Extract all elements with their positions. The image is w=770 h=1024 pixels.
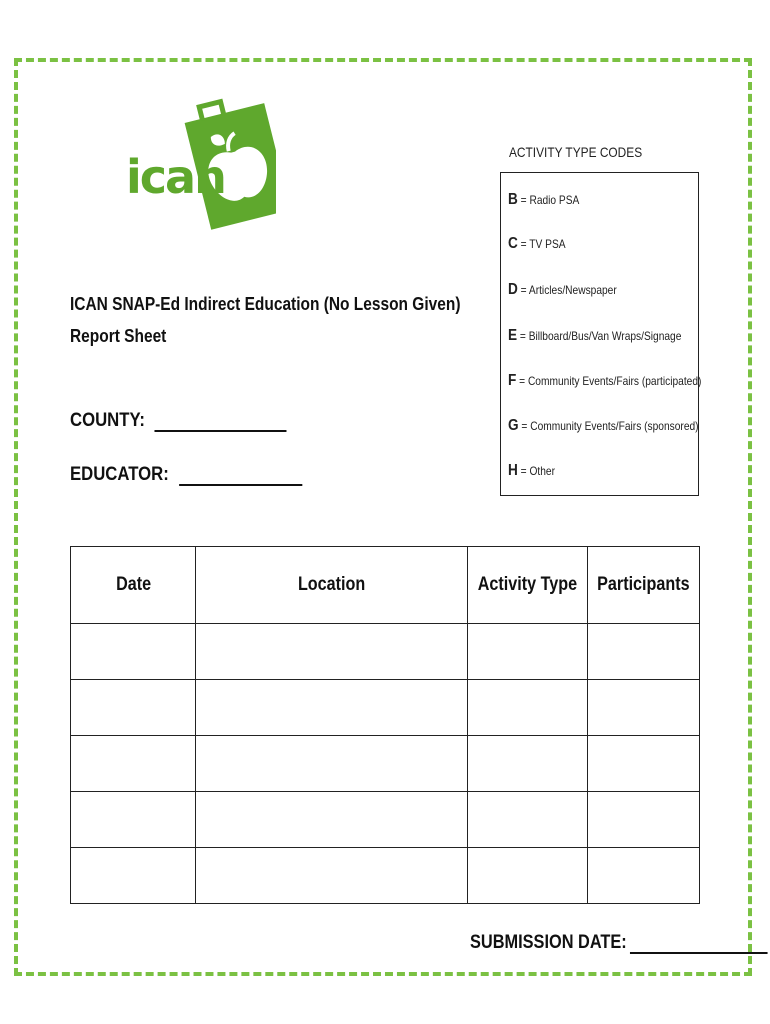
cell-activity-type[interactable] — [468, 680, 588, 736]
cell-participants[interactable] — [588, 624, 700, 680]
title-line-1: ICAN SNAP-Ed Indirect Education (No Lesson Given) — [70, 294, 461, 314]
cell-activity-type[interactable] — [468, 792, 588, 848]
table-row — [71, 848, 700, 904]
submission-date-label: SUBMISSION DATE: — [470, 932, 627, 953]
header-activity-type: Activity Type — [468, 547, 588, 624]
cell-location[interactable] — [196, 736, 468, 792]
cell-activity-type[interactable] — [468, 848, 588, 904]
title-line-2: Report Sheet — [70, 326, 167, 346]
table-row — [71, 736, 700, 792]
header-date: Date — [71, 547, 196, 624]
code-row-c: C = TV PSA — [508, 235, 566, 252]
code-row-f: F = Community Events/Fairs (participated) — [508, 372, 702, 389]
code-row-b: B = Radio PSA — [508, 191, 580, 208]
report-table — [70, 546, 700, 904]
cell-participants[interactable] — [588, 736, 700, 792]
code-row-d: D = Articles/Newspaper — [508, 281, 617, 298]
cell-date[interactable] — [71, 736, 196, 792]
header-location: Location — [196, 547, 468, 624]
table-row — [71, 680, 700, 736]
cell-date[interactable] — [71, 680, 196, 736]
cell-location[interactable] — [196, 680, 468, 736]
county-field — [70, 410, 287, 432]
cell-participants[interactable] — [588, 792, 700, 848]
cell-date[interactable] — [71, 624, 196, 680]
logo-wordmark: ican — [126, 150, 225, 204]
activity-codes-title: ACTIVITY TYPE CODES — [509, 144, 643, 160]
cell-location[interactable] — [196, 848, 468, 904]
county-label: COUNTY: — [70, 410, 145, 431]
cell-location[interactable] — [196, 792, 468, 848]
page-title — [70, 288, 460, 352]
submission-date-field — [470, 932, 768, 954]
cell-participants[interactable] — [588, 848, 700, 904]
cell-date[interactable] — [71, 848, 196, 904]
table-row — [71, 792, 700, 848]
submission-date-input-line[interactable] — [630, 934, 768, 954]
header-participants: Participants — [588, 547, 700, 624]
educator-label: EDUCATOR: — [70, 464, 169, 485]
cell-date[interactable] — [71, 792, 196, 848]
county-input-line[interactable] — [155, 412, 287, 432]
code-row-e: E = Billboard/Bus/Van Wraps/Signage — [508, 327, 682, 344]
table-header-row — [71, 547, 700, 624]
cell-location[interactable] — [196, 624, 468, 680]
educator-input-line[interactable] — [179, 466, 302, 486]
activity-codes-box — [500, 172, 702, 496]
educator-field — [70, 464, 302, 486]
code-row-h: H = Other — [508, 462, 555, 479]
cell-participants[interactable] — [588, 680, 700, 736]
code-row-g: G = Community Events/Fairs (sponsored) — [508, 417, 699, 434]
cell-activity-type[interactable] — [468, 736, 588, 792]
cell-activity-type[interactable] — [468, 624, 588, 680]
table-row — [71, 624, 700, 680]
ican-logo — [126, 92, 276, 242]
